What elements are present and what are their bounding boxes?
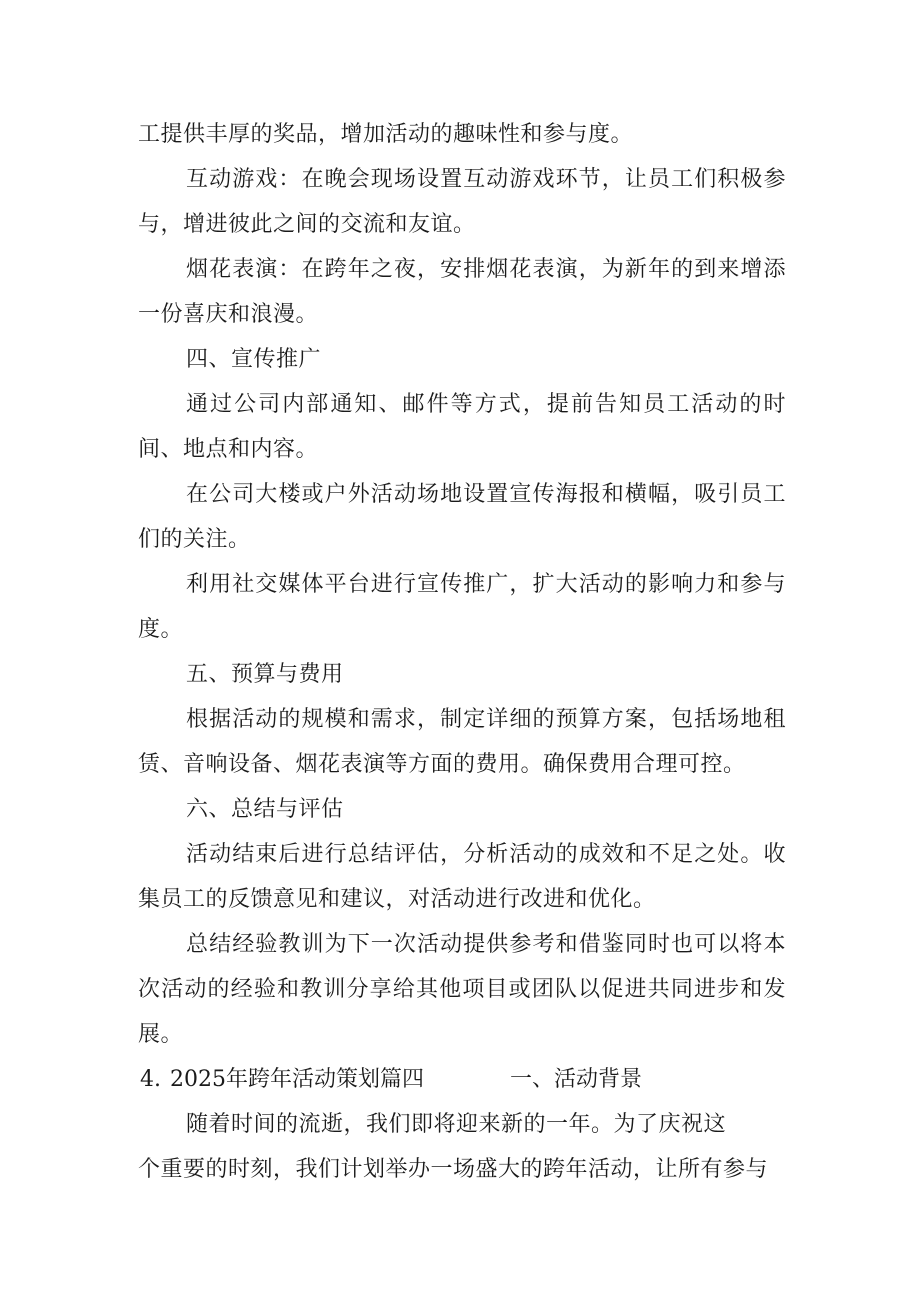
- section-heading-budget: 五、预算与费用: [186, 662, 344, 687]
- paragraph-interactive-games: 互动游戏：在晚会现场设置互动游戏环节，让员工们积极参与，增进彼此之间的交流和友谊。: [138, 167, 786, 237]
- document-body: [138, 112, 786, 1192]
- section-heading-background: 一、活动背景: [510, 1067, 643, 1092]
- paragraph-awards: 工提供丰厚的奖品，增加活动的趣味性和参与度。: [138, 122, 634, 147]
- paragraph-background-line-1: 随着时间的流逝，我们即将迎来新的一年。为了庆祝这: [186, 1112, 727, 1137]
- section-heading-promotion: 四、宣传推广: [186, 347, 322, 372]
- paragraph-budget-plan: 根据活动的规模和需求，制定详细的预算方案，包括场地租赁、音响设备、烟花表演等方面的费用。确保费用合理可控。: [138, 707, 786, 777]
- paragraph-background-line-2: 个重要的时刻，我们计划举办一场盛大的跨年活动，让所有参与: [138, 1157, 769, 1182]
- paragraph-posters: 在公司大楼或户外活动场地设置宣传海报和横幅，吸引员工们的关注。: [138, 482, 786, 552]
- paragraph-evaluation: 活动结束后进行总结评估，分析活动的成效和不足之处。收集员工的反馈意见和建议，对活动进行改进和优化。: [138, 842, 786, 912]
- article-title: 2025年跨年活动策划篇四: [170, 1067, 424, 1092]
- paragraph-social-media: 利用社交媒体平台进行宣传推广，扩大活动的影响力和参与度。: [138, 572, 786, 642]
- paragraph-lessons: 总结经验教训为下一次活动提供参考和借鉴同时也可以将本次活动的经验和教训分享给其他项目或团队以促进共同进步和发展。: [138, 932, 786, 1047]
- paragraph-fireworks: 烟花表演：在跨年之夜，安排烟花表演，为新年的到来增添一份喜庆和浪漫。: [138, 257, 786, 327]
- section-heading-summary: 六、总结与评估: [186, 797, 344, 822]
- article-number: 4.: [140, 1067, 161, 1092]
- paragraph-internal-notice: 通过公司内部通知、邮件等方式，提前告知员工活动的时间、地点和内容。: [138, 392, 786, 462]
- article-heading: [140, 1057, 786, 1102]
